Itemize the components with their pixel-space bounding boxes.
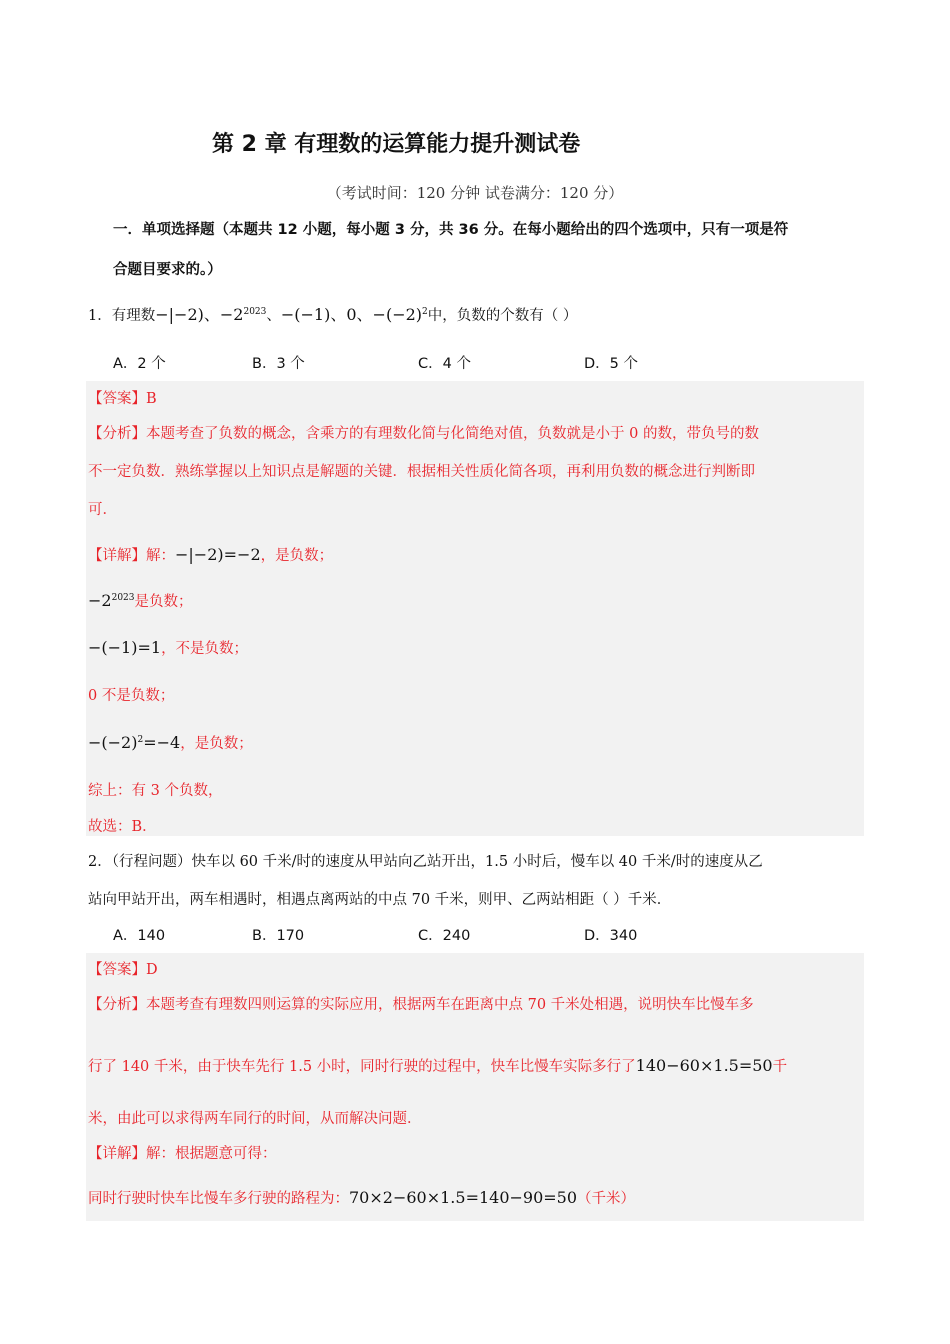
- q1-detail-3-text: ，不是负数；: [161, 641, 249, 657]
- q1-detail-2-exp: 2023: [111, 593, 135, 604]
- q1-detail-5-text: ，是负数；: [180, 736, 253, 752]
- q1-analysis-2: 不一定负数．熟练掌握以上知识点是解题的关键．根据相关性质化简各项，再利用负数的概念进行判断即: [88, 464, 755, 480]
- q2-detail: 【详解】解：根据题意可得：: [88, 1146, 277, 1162]
- section-heading-cont: 合题目要求的。）: [113, 262, 222, 278]
- q1-detail-2-math: −2: [88, 591, 112, 610]
- q1-expr-2-exp: 2023: [243, 307, 267, 318]
- q2-detail-calc: [88, 1187, 635, 1208]
- question-1: [88, 302, 577, 325]
- q2-analysis-2-text: 行了 140 千米，由于快车先行 1.5 小时，同时行驶的过程中，快车比慢车实际多行了: [88, 1059, 636, 1075]
- q2-detail-calc-text: 同时行驶时快车比慢车多行驶的路程为：: [88, 1191, 349, 1207]
- q2-analysis-1: 【分析】本题考查有理数四则运算的实际应用，根据两车在距离中点 70 千米处相遇，说明快车比慢车多: [88, 997, 754, 1013]
- q1-option-c[interactable]: C．4 个: [418, 356, 471, 372]
- q1-detail-5-exp: 2: [137, 735, 144, 746]
- q1-solution-box: [86, 381, 864, 836]
- q2-analysis-2-unit: 千: [772, 1059, 788, 1075]
- q1-detail-4: 0 不是负数；: [88, 688, 175, 704]
- q1-detail-2-text: 是负数；: [134, 594, 193, 610]
- q1-detail-label: 【详解】解：: [88, 548, 175, 564]
- q1-detail-5-math: −(−2): [88, 733, 138, 752]
- q2-analysis-2: [88, 1055, 787, 1076]
- q1-analysis-3: 可．: [88, 502, 117, 518]
- q1-option-a[interactable]: A．2 个: [113, 356, 166, 372]
- q1-expr-4: −(−2): [372, 305, 423, 324]
- q2-analysis-2-math: 140−60×1.5=50: [635, 1056, 773, 1075]
- q1-expr-4-exp: 2: [422, 307, 428, 318]
- q1-option-d[interactable]: D．5 个: [584, 356, 638, 372]
- q2-analysis-3: 米，由此可以求得两车同行的时间，从而解决问题．: [88, 1111, 422, 1127]
- question-2-line-2: 站向甲站开出，两车相遇时，相遇点离两站的中点 70 千米，则甲、乙两站相距（ ）千米．: [88, 892, 672, 908]
- q1-detail-1-text: ，是负数；: [260, 548, 334, 564]
- q1-detail-1-math: −|−2)=−2: [175, 545, 261, 564]
- q1-detail-1: [88, 544, 333, 565]
- q1-option-b[interactable]: B．3 个: [252, 356, 305, 372]
- question-2-line-1: 2．（行程问题）快车以 60 千米/时的速度从甲站向乙站开出，1.5 小时后，慢车以 40 千米/时的速度从乙: [88, 854, 763, 870]
- q1-detail-5-math2: =−4: [143, 733, 181, 752]
- q1-detail-3: [88, 637, 248, 658]
- q1-number: 1．: [88, 308, 112, 324]
- page-title: 第 2 章 有理数的运算能力提升测试卷: [212, 132, 581, 157]
- q1-expr-1: −|−2)、: [155, 305, 220, 324]
- section-heading: 一．单项选择题（本题共 12 小题，每小题 3 分，共 36 分。在每小题给出的四个选项中，只有一项是符: [113, 222, 789, 238]
- q1-suffix: 中，负数的个数有（ ）: [427, 308, 578, 324]
- q1-detail-2: [88, 590, 193, 611]
- q1-detail-3-math: −(−1)=1: [88, 638, 162, 657]
- q2-detail-calc-math: 70×2−60×1.5=140−90=50: [349, 1188, 578, 1207]
- q1-summary: 综上：有 3 个负数，: [88, 783, 223, 799]
- q1-analysis-1: 【分析】本题考查了负数的概念，含乘方的有理数化简与化简绝对值，负数就是小于 0 的数，带负号的数: [88, 426, 759, 442]
- q1-expr-2: −2: [219, 305, 244, 324]
- q1-choice: 故选：B．: [88, 819, 157, 835]
- q2-detail-calc-unit: （千米）: [577, 1191, 636, 1207]
- q1-expr-3: −(−1)、0、: [280, 305, 373, 324]
- q2-option-c[interactable]: C．240: [418, 928, 471, 944]
- q2-option-b[interactable]: B．170: [252, 928, 305, 944]
- q1-detail-5: [88, 732, 253, 753]
- q1-sep: 、: [266, 308, 281, 324]
- q2-option-a[interactable]: A．140: [113, 928, 166, 944]
- q2-answer: 【答案】D: [88, 962, 158, 978]
- q1-prefix: 有理数: [111, 308, 156, 324]
- q2-option-d[interactable]: D．340: [584, 928, 638, 944]
- exam-info: （考试时间：120 分钟 试卷满分：120 分）: [326, 184, 624, 202]
- q1-answer: 【答案】B: [88, 391, 157, 407]
